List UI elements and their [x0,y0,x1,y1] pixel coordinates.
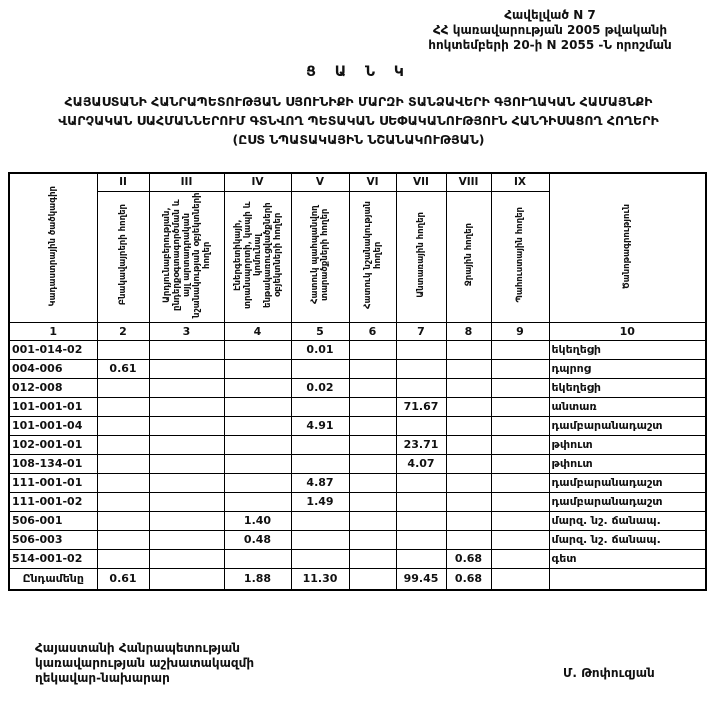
area-value-cell [446,435,491,454]
total-value-cell [491,568,549,590]
area-value-cell [97,549,149,568]
area-value-cell [291,435,349,454]
signatory-title-block [35,641,254,686]
area-value-cell [291,530,349,549]
area-value-cell: 0.68 [446,549,491,568]
header-cadastral-code [9,173,97,322]
area-value-cell [149,435,224,454]
numeral-IX: IX [491,173,549,191]
area-value-cell [149,397,224,416]
area-value-cell: 1.49 [291,492,349,511]
header-settlement-lands [97,191,149,322]
area-value-cell [97,378,149,397]
area-value-cell [97,340,149,359]
area-value-cell [491,359,549,378]
total-value-cell [349,568,396,590]
header-special-lands [349,191,396,322]
area-value-cell [97,473,149,492]
area-value-cell [446,454,491,473]
area-value-cell [446,397,491,416]
heading-line-2: ՎԱՐՉԱԿԱՆ ՍԱՀՄԱՆՆԵՐՈՒՄ ԳՏՆՎՈՂ ՊԵՏԱԿԱՆ ՍԵՓԱԿԱՆՈՒԹՅՈՒՆ ՀԱՆԴԻՍԱՑՈՂ ՀՈՂԵՐԻ [58,113,659,128]
area-value-cell [224,435,291,454]
area-value-cell [491,416,549,435]
area-value-cell [491,511,549,530]
area-value-cell [396,378,446,397]
area-value-cell [97,492,149,511]
header-protected-lands [291,191,349,322]
area-value-cell [149,530,224,549]
roman-numeral-row [9,173,706,191]
area-value-cell [149,511,224,530]
area-value-cell: 71.67 [396,397,446,416]
area-value-cell [224,454,291,473]
numeral-IV: IV [224,173,291,191]
area-value-cell [97,397,149,416]
header-cadastral-code-label: Կադաստրային ծածկագիր [48,185,59,307]
col-number-6: 6 [349,322,396,340]
table-row [9,473,706,492]
area-value-cell [446,340,491,359]
area-value-cell: 0.02 [291,378,349,397]
header-reserve-lands [491,191,549,322]
cadastral-code-cell: 111-001-02 [9,492,97,511]
cadastral-code-cell: 004-006 [9,359,97,378]
signatory-line-1: Հայաստանի Հանրապետության [35,641,240,655]
note-cell: անտառ [549,397,706,416]
area-value-cell [349,416,396,435]
table-row [9,378,706,397]
table-row [9,549,706,568]
area-value-cell [349,397,396,416]
area-value-cell [349,511,396,530]
note-cell: եկեղեցի [549,378,706,397]
area-value-cell [149,492,224,511]
heading-line-1: ՀԱՅԱՍՏԱՆԻ ՀԱՆՐԱՊԵՏՈՒԹՅԱՆ ՍՅՈՒՆԻՔԻ ՄԱՐԶԻ ՏԱՆՁԱՎԵՐԻ ԳՅՈՒՂԱԿԱՆ ՀԱՄԱՅՆՔԻ [64,94,653,109]
area-value-cell [491,340,549,359]
total-value-cell: 11.30 [291,568,349,590]
area-value-cell [149,473,224,492]
note-cell: դամբարանադաշտ [549,416,706,435]
area-value-cell [149,454,224,473]
cadastral-code-cell: 108-134-01 [9,454,97,473]
note-cell: դամբարանադաշտ [549,473,706,492]
total-label-cell: Ընդամենը [9,568,97,590]
area-value-cell [224,378,291,397]
note-cell: թփուտ [549,454,706,473]
area-value-cell [349,359,396,378]
header-forest-lands [396,191,446,322]
signatory-line-3: ղեկավար-նախարար [35,671,170,685]
col-number-5: 5 [291,322,349,340]
area-value-cell [491,549,549,568]
table-row [9,397,706,416]
area-value-cell [396,359,446,378]
col-number-9: 9 [491,322,549,340]
area-value-cell [349,378,396,397]
land-parcel-table [8,172,707,591]
cadastral-code-cell: 506-003 [9,530,97,549]
area-value-cell [446,359,491,378]
area-value-cell [349,340,396,359]
area-value-cell [97,530,149,549]
column-number-row [9,322,706,340]
total-value-cell: 0.61 [97,568,149,590]
note-cell: թփուտ [549,435,706,454]
total-value-cell: 0.68 [446,568,491,590]
area-value-cell [396,492,446,511]
cadastral-code-cell: 001-014-02 [9,340,97,359]
signatory-name: Մ. Թոփուզյան [563,666,655,680]
area-value-cell [291,454,349,473]
area-value-cell [491,454,549,473]
area-value-cell [491,435,549,454]
area-value-cell [491,397,549,416]
area-value-cell [97,511,149,530]
area-value-cell [349,454,396,473]
table-row [9,492,706,511]
numeral-III: III [149,173,224,191]
document-title: Ց Ա Ն Կ [306,64,411,80]
area-value-cell [224,340,291,359]
note-cell: դպրոց [549,359,706,378]
table-row [9,511,706,530]
area-value-cell [349,473,396,492]
header-settlement-lands-label: Բնակավայրերի հողեր [118,204,128,306]
note-cell: մարզ. նշ. ճանապ. [549,511,706,530]
area-value-cell [224,416,291,435]
numeral-VI: VI [349,173,396,191]
table-row [9,359,706,378]
cadastral-code-cell: 506-001 [9,511,97,530]
col-number-4: 4 [224,322,291,340]
header-forest-lands-label: Անտառային հողեր [416,212,426,298]
col-number-3: 3 [149,322,224,340]
header-protected-lands-label: Հատուկ պահպանվող տարածքների հողեր [310,205,330,305]
area-value-cell [446,378,491,397]
total-value-cell: 1.88 [224,568,291,590]
note-cell: գետ [549,549,706,568]
area-value-cell: 23.71 [396,435,446,454]
cadastral-code-cell: 102-001-01 [9,435,97,454]
area-value-cell [396,530,446,549]
cadastral-code-cell: 101-001-01 [9,397,97,416]
area-value-cell [396,511,446,530]
area-value-cell [224,473,291,492]
area-value-cell: 4.87 [291,473,349,492]
appendix-line-1: Հավելված N 7 [504,8,596,22]
numeral-VII: VII [396,173,446,191]
area-value-cell [349,530,396,549]
total-row [9,568,706,590]
header-infrastructure-lands-label: Էներգետիկայի, տրանսպորտի, կապի և կոմունալ ենթակառուցվածքների օբյեկտների հողեր [232,201,283,309]
header-infrastructure-lands [224,191,291,322]
area-value-cell [446,473,491,492]
header-reserve-lands-label: Պահուստային հողեր [515,207,525,303]
table-row [9,454,706,473]
cadastral-code-cell: 111-001-01 [9,473,97,492]
area-value-cell: 4.91 [291,416,349,435]
total-note-cell [549,568,706,590]
area-value-cell [149,359,224,378]
area-value-cell [224,397,291,416]
header-special-lands-label: Հատուկ նշանակության հողեր [362,201,383,309]
area-value-cell [396,473,446,492]
area-value-cell [491,530,549,549]
area-value-cell [446,492,491,511]
note-cell: դամբարանադաշտ [549,492,706,511]
col-number-10: 10 [549,322,706,340]
table-body [9,340,706,590]
cadastral-code-cell: 514-001-02 [9,549,97,568]
appendix-line-3: հոկտեմբերի 20-ի N 2055 -Ն որոշման [428,38,672,52]
heading-line-3: (ԸՍՏ ՆՊԱՏԱԿԱՅԻՆ ՆՇԱՆԱԿՈՒԹՅԱՆ) [232,132,485,147]
header-industrial-lands [149,191,224,322]
area-value-cell [97,416,149,435]
area-value-cell: 0.01 [291,340,349,359]
area-value-cell [396,416,446,435]
table-row [9,435,706,454]
area-value-cell [349,435,396,454]
area-value-cell: 1.40 [224,511,291,530]
area-value-cell [97,435,149,454]
total-value-cell: 99.45 [396,568,446,590]
area-value-cell [491,378,549,397]
table-row [9,530,706,549]
col-number-8: 8 [446,322,491,340]
numeral-II: II [97,173,149,191]
appendix-reference [395,8,705,53]
numeral-V: V [291,173,349,191]
area-value-cell [149,378,224,397]
appendix-line-2: ՀՀ կառավարության 2005 թվականի [432,23,668,37]
area-value-cell [491,473,549,492]
numeral-VIII: VIII [446,173,491,191]
area-value-cell [291,397,349,416]
area-value-cell: 4.07 [396,454,446,473]
header-note-label: Ծանոթագրություն [622,203,633,289]
area-value-cell [291,549,349,568]
header-water-lands [446,191,491,322]
col-number-1: 1 [9,322,97,340]
header-note [549,173,706,322]
area-value-cell [149,416,224,435]
area-value-cell [446,511,491,530]
area-value-cell [291,359,349,378]
note-cell: եկեղեցի [549,340,706,359]
area-value-cell [491,492,549,511]
header-water-lands-label: Ջրային հողեր [463,223,474,287]
table-row [9,416,706,435]
table-head [9,173,706,340]
note-cell: մարզ. նշ. ճանապ. [549,530,706,549]
area-value-cell: 0.61 [97,359,149,378]
col-number-7: 7 [396,322,446,340]
area-value-cell [224,359,291,378]
area-value-cell [349,492,396,511]
cadastral-code-cell: 012-008 [9,378,97,397]
area-value-cell [149,549,224,568]
document-heading [0,92,717,149]
area-value-cell [291,511,349,530]
total-value-cell [149,568,224,590]
area-value-cell: 0.48 [224,530,291,549]
area-value-cell [224,492,291,511]
header-industrial-lands-label: Արդյունաբերության, ընդերքօգտագործման և այլ արտադրական նշանակության օբյեկտների հողեր [161,192,212,318]
area-value-cell [446,416,491,435]
area-value-cell [446,530,491,549]
area-value-cell [396,340,446,359]
area-value-cell [224,549,291,568]
cadastral-code-cell: 101-001-04 [9,416,97,435]
area-value-cell [97,454,149,473]
table-row [9,340,706,359]
area-value-cell [149,340,224,359]
area-value-cell [349,549,396,568]
signatory-line-2: կառավարության աշխատակազմի [35,656,255,670]
area-value-cell [396,549,446,568]
col-number-2: 2 [97,322,149,340]
